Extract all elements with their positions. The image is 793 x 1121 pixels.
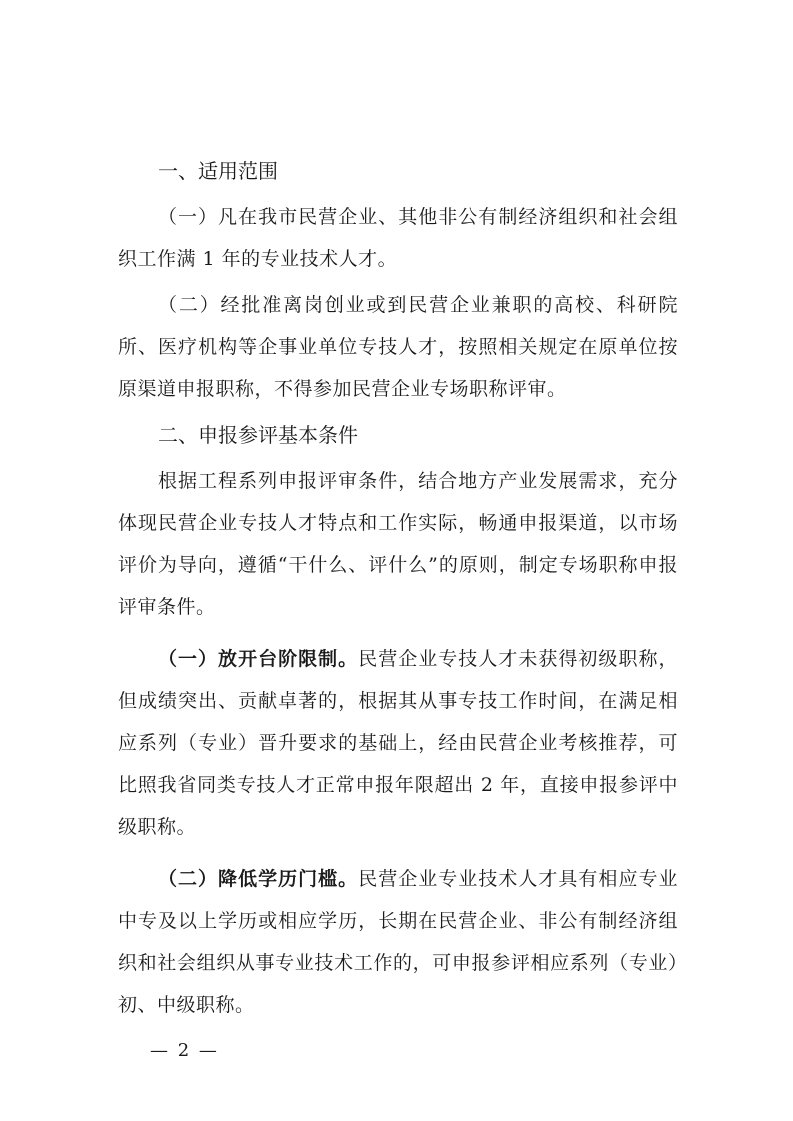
condition-item-2-body: 民营企业专业技术人才具有相应专业中专及以上学历或相应学历，长期在民营企业、非公有制经济组织和社会组织从事专业技术工作的，可申报参评相应系列（专业）初、中级职称。 — [118, 868, 678, 1016]
section-heading-conditions: 二、申报参评基本条件 — [158, 423, 358, 447]
scope-item-2: （二）经批准离岗创业或到民营企业兼职的高校、科研院所、医疗机构等企事业单位专技人才，按照相关规定在原单位按原渠道申报职称，不得参加民营企业专场职称评审。 — [118, 294, 678, 400]
scope-item-1: （一）凡在我市民营企业、其他非公有制经济组织和社会组织工作满 1 年的专业技术人才。 — [118, 206, 678, 270]
section-heading-scope: 一、适用范围 — [158, 159, 278, 183]
document-body — [118, 150, 678, 1026]
page-number: — 2 — — [150, 1040, 219, 1061]
condition-item-1 — [118, 638, 678, 848]
condition-item-2-lead: （二）降低学历门槛。 — [158, 868, 359, 890]
condition-item-1-lead: （一）放开台阶限制。 — [158, 648, 359, 670]
condition-item-1-body: 民营企业专技人才未获得初级职称，但成绩突出、贡献卓著的，根据其从事专技工作时间，在满足相应系列（专业）晋升要求的基础上，经由民营企业考核推荐，可比照我省同类专技人才正常申报年限超出 2 年，直接申报参评中级职称。 — [118, 648, 678, 838]
condition-item-2 — [118, 858, 678, 1026]
conditions-intro: 根据工程系列申报评审条件，结合地方产业发展需求，充分体现民营企业专技人才特点和工作实际，畅通申报渠道，以市场评价为导向，遵循“干什么、评什么”的原则，制定专场职称申报评审条件。 — [118, 470, 678, 618]
